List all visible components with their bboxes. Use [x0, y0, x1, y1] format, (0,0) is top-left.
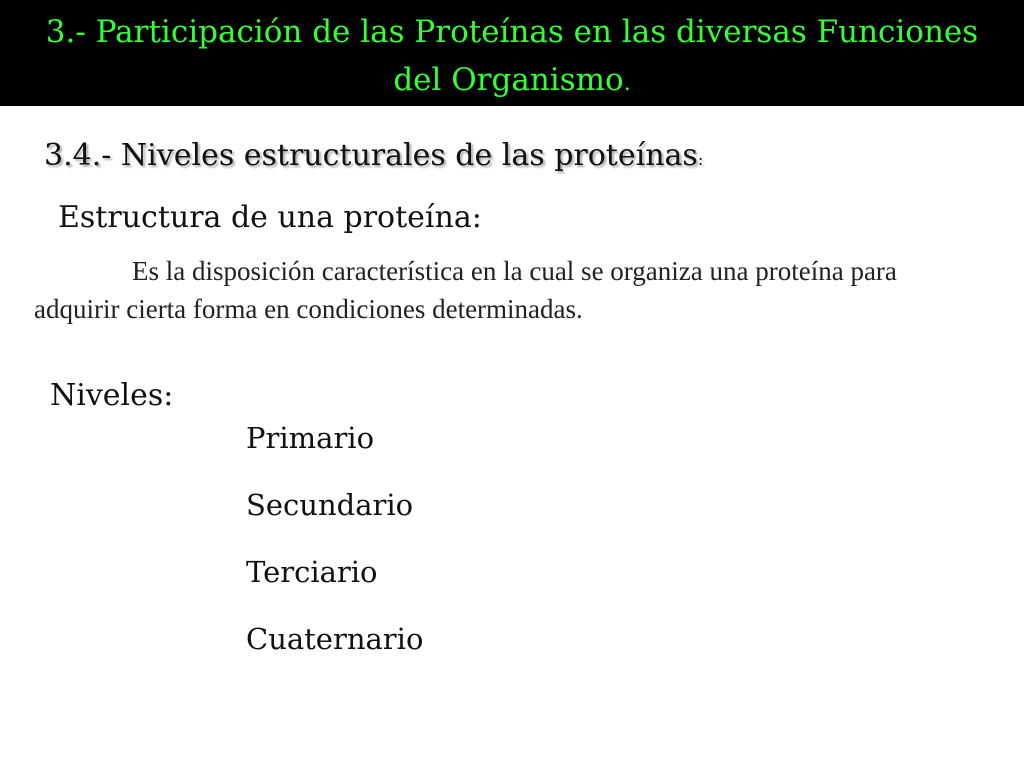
levels-list — [246, 416, 423, 684]
section-subtitle-text: 3.4.- Niveles estructurales de las proteínas — [44, 138, 698, 173]
level-item-primario: Primario — [246, 421, 375, 455]
levels-heading: Niveles: — [50, 378, 174, 413]
level-item-terciario: Terciario — [246, 555, 378, 589]
section-subtitle-colon: : — [697, 150, 704, 169]
definition-heading: Estructura de una proteína: — [58, 200, 482, 235]
slide-title — [20, 8, 1004, 108]
slide-title-period: . — [623, 71, 631, 96]
slide-header — [0, 0, 1024, 106]
level-item-secundario: Secundario — [246, 488, 414, 522]
slide-title-line1: 3.- Participación de las Proteínas en las diversas Funciones — [45, 14, 979, 50]
definition-text: Es la disposición característica en la cual se organiza una proteína para adquirir cierta forma en condiciones determinadas. — [34, 256, 897, 324]
section-subtitle — [44, 134, 703, 182]
slide-title-line2: del Organismo — [393, 62, 624, 98]
level-item-cuaternario: Cuaternario — [246, 622, 424, 656]
definition-paragraph — [34, 252, 974, 328]
